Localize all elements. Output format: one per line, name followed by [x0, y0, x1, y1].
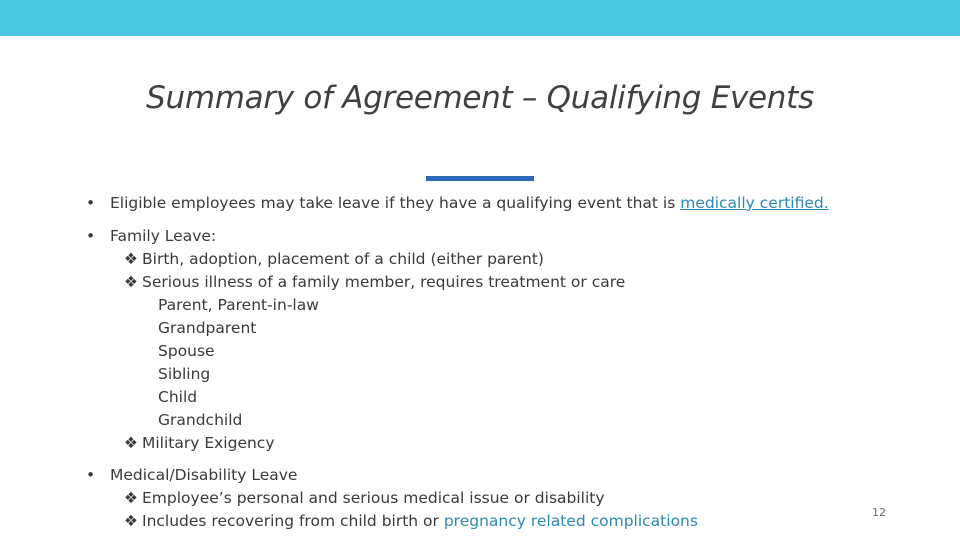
family-item — [86, 271, 906, 294]
family-member: Grandparent — [158, 319, 257, 337]
bullet-dot: • — [86, 466, 96, 484]
family-leave-heading: Family Leave: — [110, 227, 217, 245]
slide-body — [86, 192, 906, 533]
diamond-bullet-icon: ❖ — [124, 250, 138, 268]
family-member: Parent, Parent-in-law — [158, 296, 319, 314]
military-item — [86, 432, 906, 455]
medical-item-text: Employee’s personal and serious medical issue or disability — [142, 489, 605, 507]
family-member: Spouse — [158, 342, 215, 360]
family-member: Sibling — [158, 365, 211, 383]
diamond-bullet-icon: ❖ — [124, 434, 138, 452]
family-member: Child — [158, 388, 198, 406]
medical-item — [86, 487, 906, 510]
bullet-dot: • — [86, 227, 96, 245]
bullet-dot: • — [86, 194, 96, 212]
title-underline-rule — [426, 176, 534, 181]
diamond-bullet-icon: ❖ — [124, 489, 138, 507]
family-member: Grandchild — [158, 411, 243, 429]
top-banner — [0, 0, 960, 36]
bullet-family-leave — [86, 225, 906, 248]
diamond-bullet-icon: ❖ — [124, 273, 138, 291]
family-item-text: Serious illness of a family member, requires treatment or care — [142, 273, 626, 291]
eligible-text: Eligible employees may take leave if they have a qualifying event that is — [110, 194, 676, 212]
medical-leave-heading: Medical/Disability Leave — [110, 466, 298, 484]
family-item-text: Birth, adoption, placement of a child (either parent) — [142, 250, 544, 268]
slide-title: Summary of Agreement – Qualifying Events — [146, 80, 814, 116]
bullet-eligible — [86, 192, 906, 215]
diamond-bullet-icon: ❖ — [124, 512, 138, 530]
medically-certified-link[interactable]: medically certified. — [680, 194, 829, 212]
family-item — [86, 248, 906, 271]
military-text: Military Exigency — [142, 434, 275, 452]
medical-item — [86, 510, 906, 533]
page-number: 12 — [872, 506, 886, 519]
medical-item-text: Includes recovering from child birth or — [142, 512, 439, 530]
pregnancy-complications-highlight: pregnancy related complications — [443, 512, 698, 530]
bullet-medical-leave — [86, 464, 906, 487]
